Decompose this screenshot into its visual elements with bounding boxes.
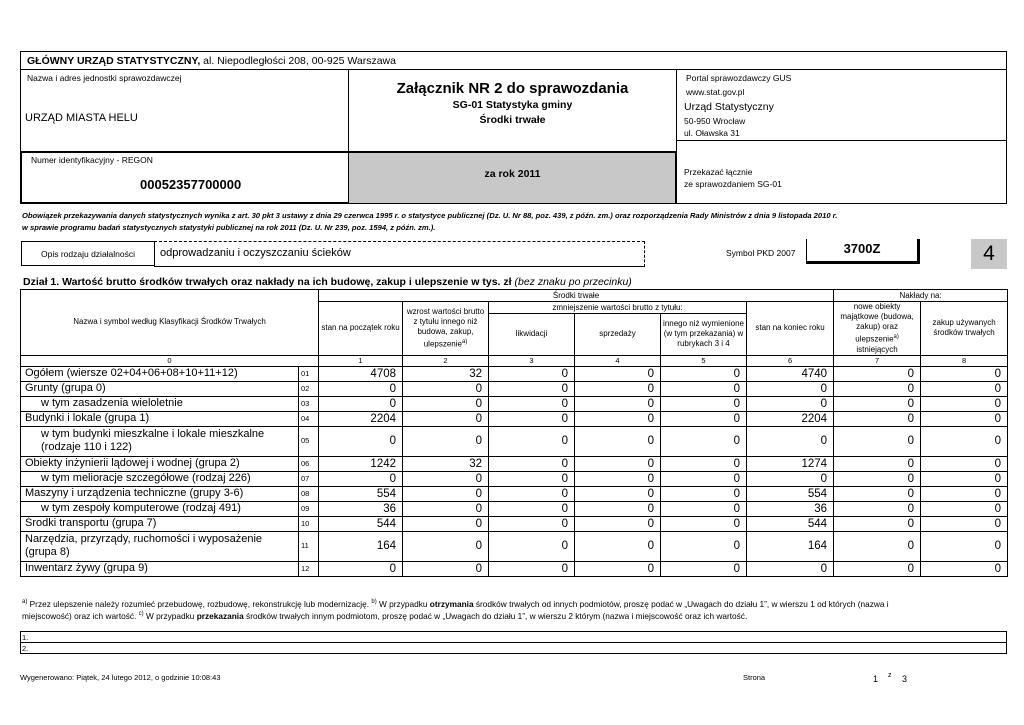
header-new-sup: a): [893, 334, 899, 340]
footnote-b-post: środków trwałych od innych podmiotów, proszę podać w „Uwagach do działu 1”, w wierszu 1 od których (nazwa i: [473, 598, 889, 609]
regon-box: [20, 151, 350, 204]
value-cell[interactable]: 0: [575, 366, 661, 381]
value-cell[interactable]: 1274: [747, 456, 834, 471]
page-number: 1: [873, 674, 879, 684]
attachment-title: Załącznik NR 2 do sprawozdania: [396, 80, 629, 97]
value-cell[interactable]: 0: [921, 561, 1008, 576]
header-sale: sprzedaży: [575, 314, 661, 356]
office-zip: 50-950 Wrocław: [684, 116, 746, 126]
row-name: w tym zespoły komputerowe (rodzaj 491): [21, 501, 299, 516]
table-row: [21, 366, 1008, 381]
row-code: 09: [299, 501, 319, 516]
row-name: w tym zasadzenia wieloletnie: [21, 396, 299, 411]
header-end: stan na koniec roku: [747, 302, 834, 356]
pass-line1: Przekazać łącznie: [684, 167, 753, 177]
header-increase-text: wzrost wartości brutto z tytułu innego niż budowa, zakup, ulepszenie: [406, 307, 485, 349]
header-new: [834, 302, 921, 356]
unit-name: URZĄD MIASTA HELU: [25, 112, 138, 124]
value-cell[interactable]: 2204: [747, 411, 834, 426]
footnote-line1: [22, 597, 889, 610]
value-cell[interactable]: 0: [575, 411, 661, 426]
section-note: (bez znaku po przecinku): [511, 276, 632, 288]
row-code: 02: [299, 381, 319, 396]
value-cell[interactable]: 0: [834, 396, 921, 411]
colnum: 4: [575, 355, 661, 366]
value-cell[interactable]: 0: [834, 516, 921, 531]
value-cell[interactable]: 0: [489, 396, 575, 411]
unit-label: Nazwa i adres jednostki sprawozdawczej: [27, 73, 182, 83]
value-cell[interactable]: 0: [489, 426, 575, 456]
footnote-c-post: środków trwałych innym podmiotom, proszę podać w „Uwagach do działu 1”, w wierszu 2 którym (nazwa i miejscowość oraz ich wartość.: [243, 610, 748, 621]
value-cell[interactable]: 0: [661, 411, 747, 426]
header-assets: Środki trwałe: [319, 290, 834, 302]
remark-label: 2.: [22, 644, 29, 653]
table-row: [21, 381, 1008, 396]
year-box: [349, 152, 676, 204]
value-cell[interactable]: 0: [403, 516, 489, 531]
header-liquidation: likwidacji: [489, 314, 575, 356]
colnum: 3: [489, 355, 575, 366]
value-cell[interactable]: 0: [403, 501, 489, 516]
row-name: Ogółem (wiersze 02+04+06+08+10+11+12): [21, 366, 299, 381]
value-cell[interactable]: 0: [921, 531, 1008, 561]
value-cell[interactable]: 554: [747, 486, 834, 501]
value-cell[interactable]: 0: [921, 396, 1008, 411]
value-cell[interactable]: 0: [575, 516, 661, 531]
row-code: 05: [299, 426, 319, 456]
gus-name: GŁÓWNY URZĄD STATYSTYCZNY,: [27, 55, 201, 67]
row-name: Maszyny i urządzenia techniczne (grupy 3-6): [21, 486, 299, 501]
value-cell[interactable]: 0: [921, 411, 1008, 426]
header-used: zakup używanych środków trwałych: [921, 302, 1008, 356]
value-cell[interactable]: 0: [747, 426, 834, 456]
value-cell[interactable]: 0: [403, 561, 489, 576]
colnum: 1: [319, 355, 403, 366]
value-cell[interactable]: 0: [489, 531, 575, 561]
value-cell[interactable]: 0: [661, 531, 747, 561]
section-title-text: Dział 1. Wartość brutto środków trwałych oraz nakłady na ich budowę, zakup i ulepszenie w tys. zł: [23, 276, 512, 288]
colnum: 0: [21, 355, 319, 366]
value-cell[interactable]: 0: [319, 426, 403, 456]
value-cell[interactable]: 0: [661, 396, 747, 411]
remark-label: 1.: [22, 633, 29, 642]
activity-value: odprowadzaniu i oczyszczaniu ścieków: [160, 247, 351, 259]
table-row: [21, 411, 1008, 426]
value-cell[interactable]: 0: [834, 561, 921, 576]
value-cell[interactable]: 0: [661, 471, 747, 486]
value-cell[interactable]: 0: [575, 381, 661, 396]
value-cell[interactable]: 164: [319, 531, 403, 561]
footnote-c-pre: W przypadku: [143, 610, 197, 621]
value-cell[interactable]: 0: [403, 531, 489, 561]
value-cell[interactable]: 0: [921, 426, 1008, 456]
value-cell[interactable]: 0: [661, 456, 747, 471]
row-name: Obiekty inżynierii lądowej i wodnej (grupa 2): [21, 456, 299, 471]
header-decrease: zmniejszenie wartości brutto z tytułu:: [489, 302, 747, 314]
colnum: 2: [403, 355, 489, 366]
value-cell[interactable]: 0: [921, 501, 1008, 516]
colnum: 5: [661, 355, 747, 366]
value-cell[interactable]: 4740: [747, 366, 834, 381]
row-name: w tym melioracje szczegółowe (rodzaj 226): [21, 471, 299, 486]
pkd-box[interactable]: [806, 239, 920, 264]
row-code: 08: [299, 486, 319, 501]
attachment-sub1: SG-01 Statystyka gminy: [452, 99, 573, 111]
legal-line1: Obowiązek przekazywania danych statystycznych wynika z art. 30 pkt 3 ustawy z dnia 29 czerwca 1995 r. o statystyce publicznej (Dz. U. Nr 88, poz. 439, z późn. zm.) oraz rozporządzenia Rady Ministrów z dnia 9 listopada 2010 r.: [22, 211, 838, 220]
value-cell[interactable]: 0: [834, 426, 921, 456]
pkd-label: Symbol PKD 2007: [726, 248, 796, 258]
column-number-row: [21, 355, 1008, 366]
value-cell[interactable]: 0: [319, 396, 403, 411]
value-cell[interactable]: 0: [834, 486, 921, 501]
row-name: Narzędzia, przyrządy, ruchomości i wyposażenie (grupa 8): [21, 531, 299, 561]
page-label: Strona: [743, 673, 766, 682]
regon-value[interactable]: 00052357700000: [140, 177, 242, 192]
page-of: z: [888, 672, 892, 679]
value-cell[interactable]: 0: [921, 381, 1008, 396]
header-outlays: Nakłady na:: [834, 290, 1008, 302]
value-cell[interactable]: 0: [575, 471, 661, 486]
table-row: [21, 561, 1008, 576]
portal-box: [676, 69, 1007, 141]
value-cell[interactable]: 0: [661, 426, 747, 456]
page-badge: 4: [971, 239, 1007, 269]
table-row: [21, 396, 1008, 411]
value-cell[interactable]: 0: [575, 531, 661, 561]
table-row: [21, 456, 1008, 471]
portal-label: Portal sprawozdawczy GUS: [686, 73, 792, 83]
pass-line2: ze sprawozdaniem SG-01: [684, 179, 782, 189]
gus-address: al. Niepodległości 208, 00-925 Warszawa: [200, 55, 396, 67]
value-cell[interactable]: 0: [834, 471, 921, 486]
value-cell[interactable]: 0: [489, 516, 575, 531]
value-cell[interactable]: 0: [489, 486, 575, 501]
footnote-a-text: Przez ulepszenie należy rozumieć przebudowę, rozbudowę, rekonstrukcję lub modernizację.: [27, 598, 372, 609]
footnote-line2-pre: miejscowość) oraz ich wartość.: [22, 610, 139, 621]
footnote-a-sup: a): [22, 599, 28, 605]
header-name: Nazwa i symbol według Klasyfikacji Środków Trwałych: [21, 290, 319, 356]
row-code: 04: [299, 411, 319, 426]
value-cell[interactable]: 0: [834, 366, 921, 381]
footnote-c-sup: c): [138, 611, 144, 617]
value-cell[interactable]: 0: [575, 396, 661, 411]
value-cell[interactable]: 36: [747, 501, 834, 516]
value-cell[interactable]: 0: [319, 471, 403, 486]
value-cell[interactable]: 0: [489, 381, 575, 396]
header-new-tail: istniejących: [856, 344, 898, 354]
value-cell[interactable]: 0: [661, 516, 747, 531]
unit-box: [20, 69, 349, 152]
value-cell[interactable]: 0: [489, 501, 575, 516]
remark-row-2[interactable]: [20, 642, 1007, 654]
pkd-value: 3700Z: [843, 241, 881, 256]
value-cell[interactable]: 0: [403, 396, 489, 411]
header-increase: [403, 302, 489, 356]
row-name: Środki transportu (grupa 7): [21, 516, 299, 531]
value-cell[interactable]: 0: [921, 516, 1008, 531]
activity-value-box[interactable]: [154, 241, 645, 267]
footnote-b-sup: b): [371, 599, 377, 605]
table-row: [21, 471, 1008, 486]
value-cell[interactable]: 0: [661, 366, 747, 381]
value-cell[interactable]: 36: [319, 501, 403, 516]
value-cell[interactable]: 0: [489, 411, 575, 426]
attachment-box: [348, 69, 677, 152]
pass-box: [676, 140, 1007, 204]
office-street: ul. Oławska 31: [684, 128, 740, 138]
value-cell[interactable]: 0: [921, 486, 1008, 501]
value-cell[interactable]: 32: [403, 456, 489, 471]
colnum: 6: [747, 355, 834, 366]
row-code: 06: [299, 456, 319, 471]
colnum: 8: [921, 355, 1008, 366]
office-name: Urząd Statystyczny: [684, 101, 774, 113]
assets-table: [20, 289, 1008, 577]
value-cell[interactable]: 0: [834, 531, 921, 561]
row-code: 11: [299, 531, 319, 561]
table-row: [21, 426, 1008, 456]
value-cell[interactable]: 32: [403, 366, 489, 381]
footnote-b-bold: otrzymania: [429, 598, 474, 609]
value-cell[interactable]: 0: [575, 486, 661, 501]
value-cell[interactable]: 0: [661, 501, 747, 516]
value-cell[interactable]: 0: [489, 471, 575, 486]
table-row: [21, 531, 1008, 561]
legal-line2: w sprawie programu badań statystycznych statystyki publicznej na rok 2011 (Dz. U. Nr 239, poz. 1594, z późn. zm.).: [22, 223, 436, 232]
value-cell[interactable]: 0: [403, 426, 489, 456]
header-increase-sup: a): [461, 339, 468, 345]
header-start: stan na początek roku: [319, 302, 403, 356]
activity-label: Opis rodzaju działalności: [41, 249, 136, 259]
value-cell[interactable]: 0: [319, 381, 403, 396]
portal-url[interactable]: www.stat.gov.pl: [686, 87, 745, 97]
row-code: 07: [299, 471, 319, 486]
value-cell[interactable]: 0: [921, 366, 1008, 381]
footnote-line2: [22, 609, 747, 622]
value-cell[interactable]: 0: [403, 486, 489, 501]
header-other: innego niż wymienione (w tym przekazania) w rubrykach 3 i 4: [661, 314, 747, 356]
value-cell[interactable]: 0: [747, 381, 834, 396]
value-cell[interactable]: 0: [403, 411, 489, 426]
row-code: 03: [299, 396, 319, 411]
row-name: Budynki i lokale (grupa 1): [21, 411, 299, 426]
value-cell[interactable]: 554: [319, 486, 403, 501]
value-cell[interactable]: 2204: [319, 411, 403, 426]
footnote-c-bold: przekazania: [196, 610, 244, 621]
value-cell[interactable]: 0: [403, 381, 489, 396]
value-cell[interactable]: 0: [834, 456, 921, 471]
value-cell[interactable]: 0: [661, 381, 747, 396]
table-row: [21, 501, 1008, 516]
page-total: 3: [902, 674, 908, 684]
value-cell[interactable]: 0: [489, 366, 575, 381]
regon-label: Numer identyfikacyjny - REGON: [31, 155, 153, 165]
generated-timestamp: Wygenerowano: Piątek, 24 lutego 2012, o godzinie 10:08:43: [20, 673, 221, 682]
section-title: [23, 276, 632, 288]
value-cell[interactable]: 0: [921, 456, 1008, 471]
value-cell[interactable]: 544: [319, 516, 403, 531]
value-cell[interactable]: 1242: [319, 456, 403, 471]
value-cell[interactable]: 0: [747, 396, 834, 411]
value-cell[interactable]: 0: [403, 471, 489, 486]
header-new-text: nowe obiekty majątkowe (budowa, zakup) oraz ulepszenie: [840, 302, 914, 344]
table-row: [21, 516, 1008, 531]
value-cell[interactable]: 4708: [319, 366, 403, 381]
value-cell[interactable]: 0: [575, 501, 661, 516]
value-cell[interactable]: 164: [747, 531, 834, 561]
activity-label-box: [21, 241, 155, 266]
row-name: Grunty (grupa 0): [21, 381, 299, 396]
footnote-b-pre: W przypadku: [376, 598, 430, 609]
value-cell[interactable]: 0: [661, 561, 747, 576]
row-code: 12: [299, 561, 319, 576]
value-cell[interactable]: 0: [834, 411, 921, 426]
value-cell[interactable]: 0: [489, 456, 575, 471]
value-cell[interactable]: 0: [747, 561, 834, 576]
value-cell[interactable]: 0: [575, 561, 661, 576]
value-cell[interactable]: 0: [834, 501, 921, 516]
colnum: 7: [834, 355, 921, 366]
value-cell[interactable]: 0: [575, 456, 661, 471]
row-name: Inwentarz żywy (grupa 9): [21, 561, 299, 576]
row-code: 10: [299, 516, 319, 531]
value-cell[interactable]: 0: [921, 471, 1008, 486]
table-row: [21, 486, 1008, 501]
value-cell[interactable]: 0: [575, 426, 661, 456]
value-cell[interactable]: 0: [747, 471, 834, 486]
value-cell[interactable]: 0: [834, 381, 921, 396]
row-code: 01: [299, 366, 319, 381]
row-name: w tym budynki mieszkalne i lokale mieszkalne (rodzaje 110 i 122): [21, 426, 299, 456]
value-cell[interactable]: 0: [319, 561, 403, 576]
attachment-sub2: Środki trwałe: [479, 114, 546, 126]
year-label: za rok 2011: [484, 168, 541, 180]
value-cell[interactable]: 0: [489, 561, 575, 576]
value-cell[interactable]: 544: [747, 516, 834, 531]
value-cell[interactable]: 0: [661, 486, 747, 501]
